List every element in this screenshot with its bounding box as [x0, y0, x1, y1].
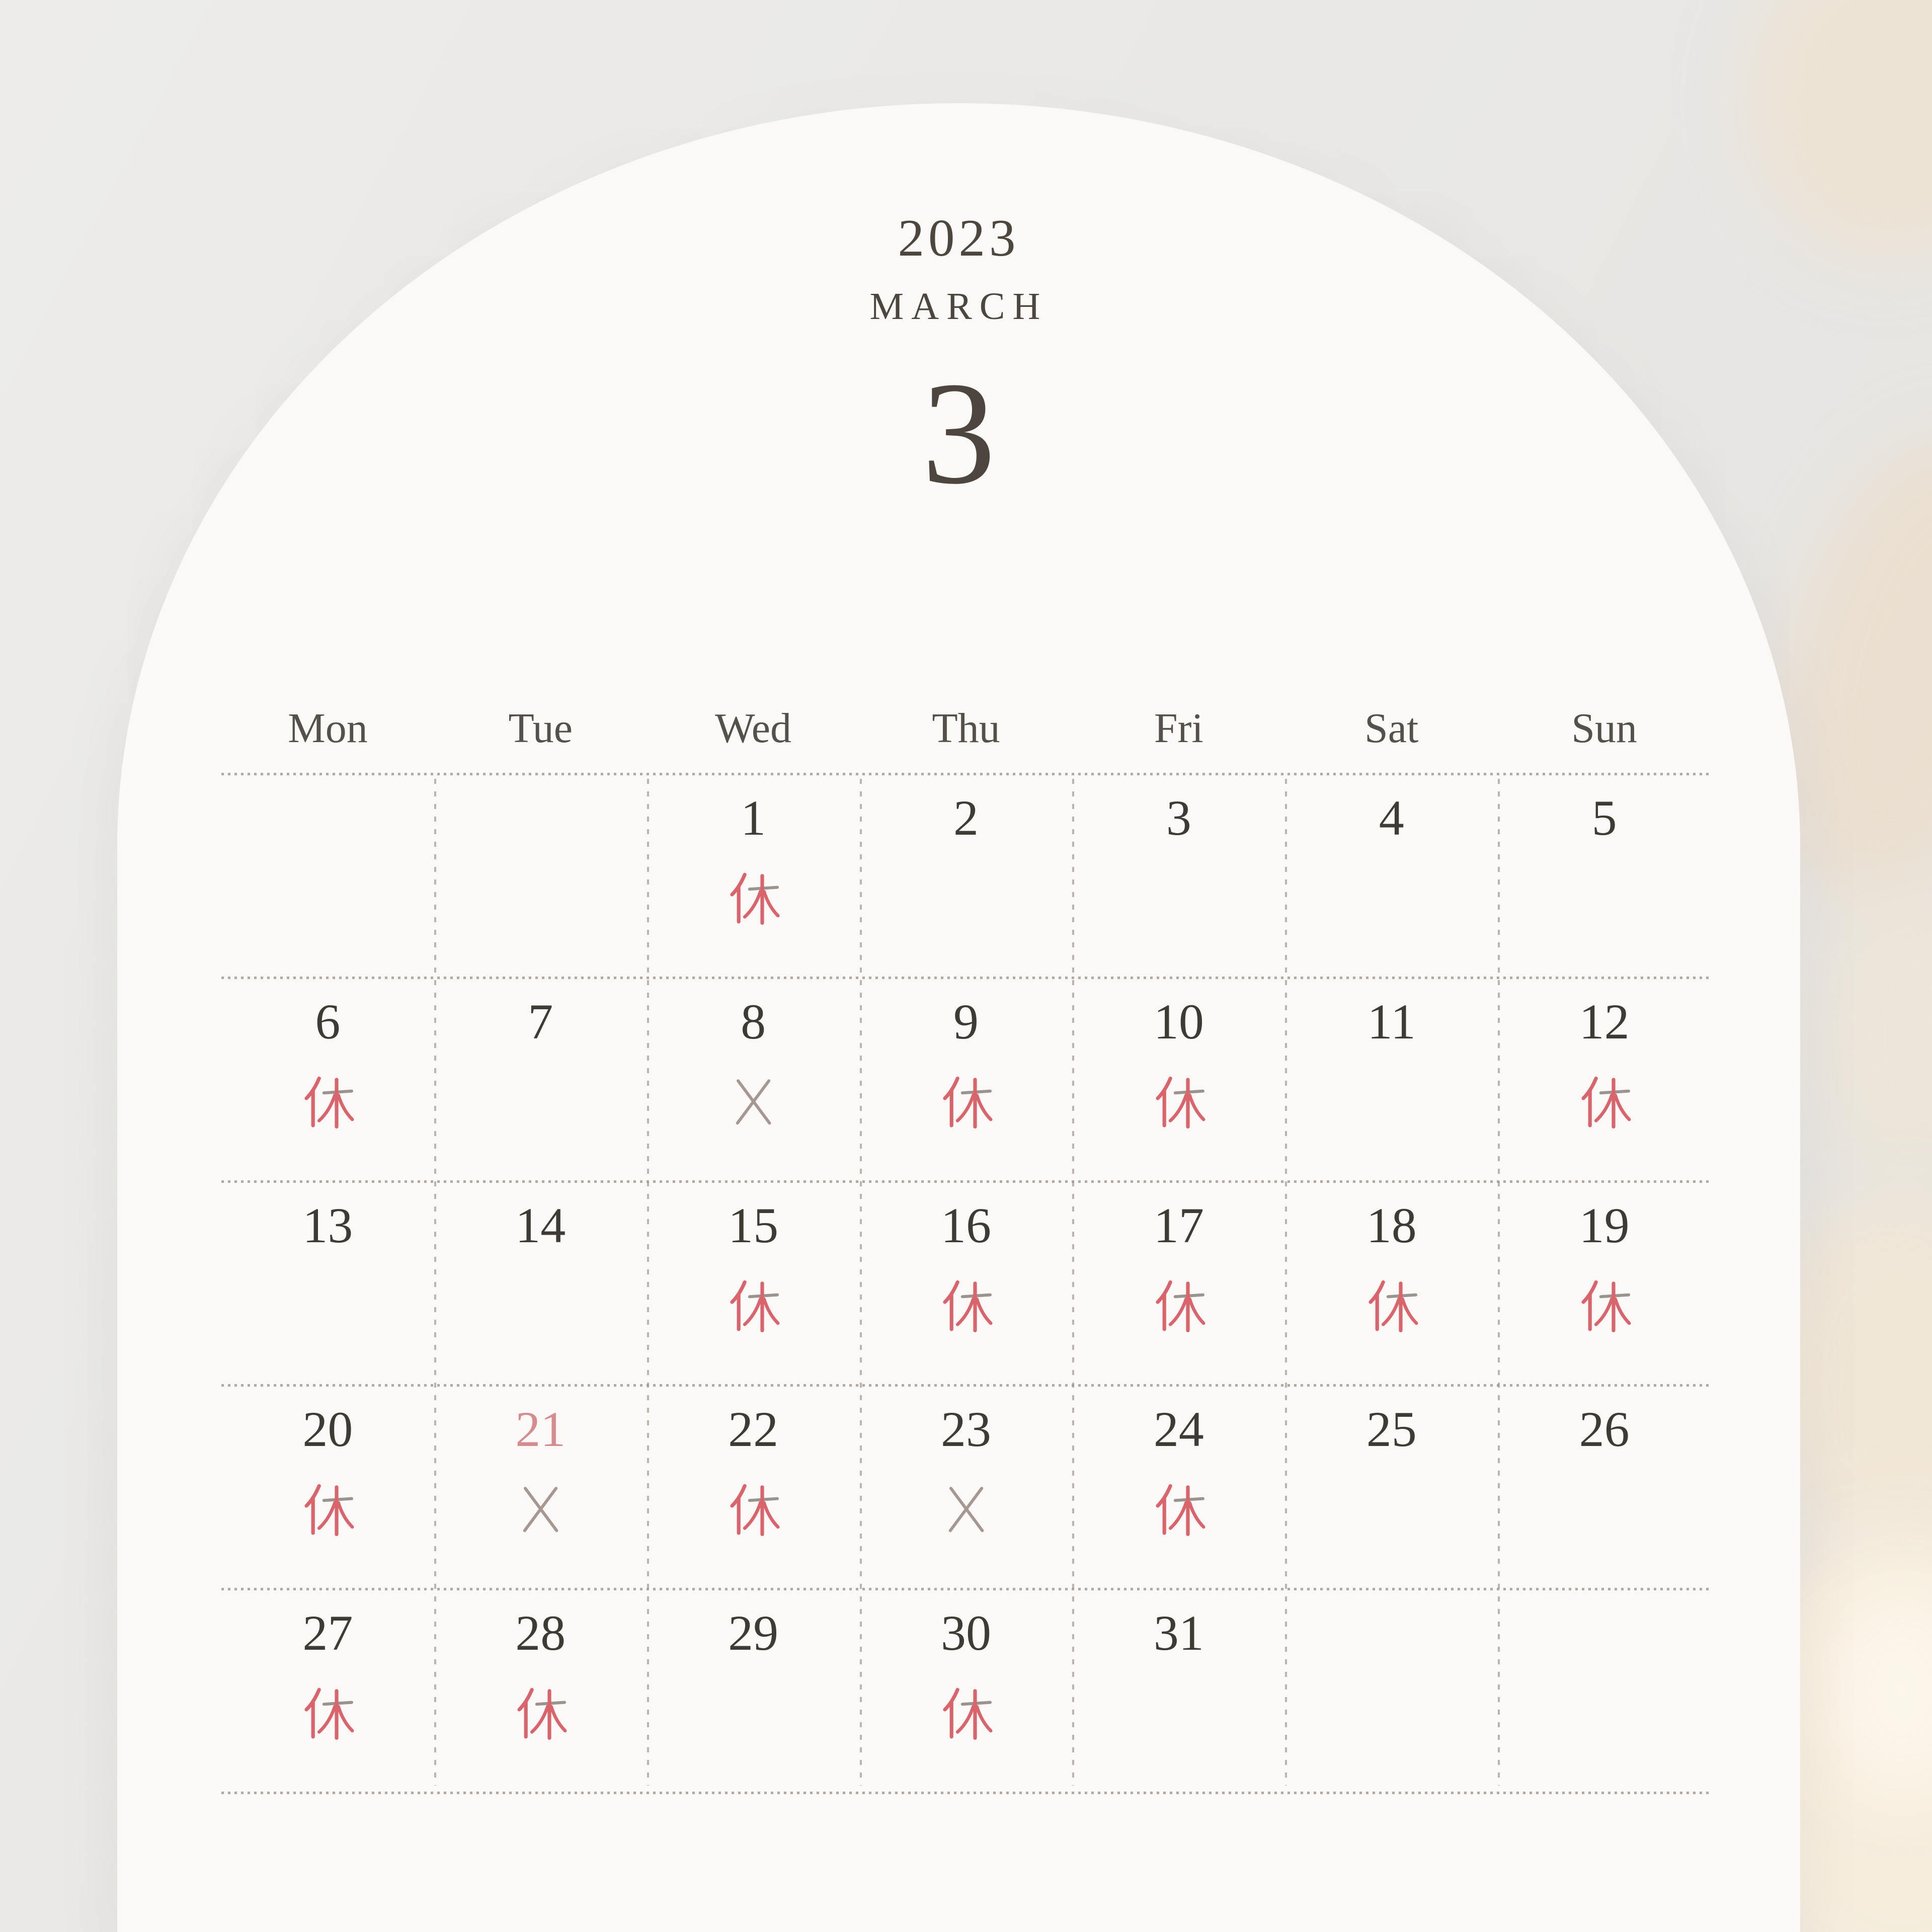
day-number: 26 — [1579, 1401, 1630, 1457]
closed-day-mark-icon — [1149, 1479, 1209, 1539]
closed-day-mark-icon — [723, 1479, 783, 1539]
day-number: 23 — [940, 1401, 991, 1457]
day-number: 15 — [728, 1197, 779, 1253]
day-cell-19 — [1498, 1180, 1711, 1384]
closed-day-mark-icon — [936, 1682, 996, 1743]
day-cell-8 — [647, 977, 860, 1180]
day-cell-30 — [860, 1588, 1073, 1792]
day-cell-23 — [860, 1384, 1073, 1588]
closed-day-mark-icon — [723, 867, 783, 928]
weekday-label-wed: Wed — [715, 705, 792, 752]
day-number: 24 — [1153, 1401, 1204, 1457]
weekday-label-fri: Fri — [1154, 705, 1203, 752]
day-number: 6 — [315, 994, 341, 1050]
day-number: 21 — [515, 1401, 566, 1457]
closed-day-mark-icon — [1574, 1275, 1635, 1335]
closed-day-mark-icon — [510, 1682, 571, 1743]
day-number: 29 — [728, 1605, 779, 1661]
calendar-month-name: MARCH — [869, 285, 1048, 328]
day-number: 7 — [528, 994, 553, 1050]
day-cell-empty — [1498, 1588, 1711, 1792]
day-cell-1 — [647, 773, 860, 977]
day-number: 5 — [1591, 790, 1617, 846]
day-number: 28 — [515, 1605, 566, 1661]
cross-mark-icon — [510, 1479, 571, 1539]
day-number: 22 — [728, 1401, 779, 1457]
day-cell-21 — [434, 1384, 647, 1588]
day-number: 4 — [1379, 790, 1404, 846]
closed-day-mark-icon — [297, 1071, 358, 1132]
closed-day-mark-icon — [1574, 1071, 1635, 1132]
day-cell-25 — [1285, 1384, 1498, 1588]
weekday-label-sat: Sat — [1364, 705, 1419, 752]
day-cell-20 — [221, 1384, 434, 1588]
day-number: 9 — [953, 994, 979, 1050]
day-number: 11 — [1367, 994, 1416, 1050]
day-number: 1 — [741, 790, 766, 846]
closed-day-mark-icon — [1149, 1275, 1209, 1335]
weekday-label-thu: Thu — [932, 705, 1000, 752]
day-number: 30 — [940, 1605, 991, 1661]
day-cell-6 — [221, 977, 434, 1180]
closed-day-mark-icon — [297, 1479, 358, 1539]
day-number: 16 — [940, 1197, 991, 1253]
day-cell-18 — [1285, 1180, 1498, 1384]
day-cell-31 — [1072, 1588, 1285, 1792]
day-number: 8 — [741, 994, 766, 1050]
day-cell-28 — [434, 1588, 647, 1792]
day-cell-2 — [860, 773, 1073, 977]
day-cell-16 — [860, 1180, 1073, 1384]
calendar-grid — [221, 773, 1711, 1792]
weekday-label-sun: Sun — [1571, 705, 1637, 752]
weekday-label-mon: Mon — [288, 705, 368, 752]
closed-day-mark-icon — [297, 1682, 358, 1743]
day-cell-7 — [434, 977, 647, 1180]
grid-line-horizontal — [221, 1792, 1711, 1794]
day-number: 17 — [1153, 1197, 1204, 1253]
day-cell-27 — [221, 1588, 434, 1792]
closed-day-mark-icon — [1361, 1275, 1422, 1335]
day-cell-empty — [221, 773, 434, 977]
closed-day-mark-icon — [936, 1275, 996, 1335]
day-cell-3 — [1072, 773, 1285, 977]
day-cell-11 — [1285, 977, 1498, 1180]
day-number: 13 — [302, 1197, 353, 1253]
closed-day-mark-icon — [936, 1071, 996, 1132]
calendar-year: 2023 — [898, 208, 1020, 267]
day-cell-12 — [1498, 977, 1711, 1180]
closed-day-mark-icon — [723, 1275, 783, 1335]
day-cell-empty — [1285, 1588, 1498, 1792]
calendar-month-number: 3 — [922, 352, 996, 515]
day-cell-15 — [647, 1180, 860, 1384]
day-cell-13 — [221, 1180, 434, 1384]
day-cell-5 — [1498, 773, 1711, 977]
day-number: 19 — [1579, 1197, 1630, 1253]
day-cell-22 — [647, 1384, 860, 1588]
day-number: 14 — [515, 1197, 566, 1253]
day-number: 3 — [1166, 790, 1191, 846]
flower-decoration — [1811, 880, 1932, 1192]
cross-mark-icon — [936, 1479, 996, 1539]
day-cell-9 — [860, 977, 1073, 1180]
day-cell-14 — [434, 1180, 647, 1384]
closed-day-mark-icon — [1149, 1071, 1209, 1132]
weekday-header-row — [221, 704, 1711, 752]
day-cell-4 — [1285, 773, 1498, 977]
day-cell-17 — [1072, 1180, 1285, 1384]
day-number: 20 — [302, 1401, 353, 1457]
day-cell-10 — [1072, 977, 1285, 1180]
day-cell-29 — [647, 1588, 860, 1792]
cross-mark-icon — [723, 1071, 783, 1132]
weekday-label-tue: Tue — [508, 705, 573, 752]
day-cell-24 — [1072, 1384, 1285, 1588]
day-cell-empty — [434, 773, 647, 977]
day-number: 27 — [302, 1605, 353, 1661]
day-number: 12 — [1579, 994, 1630, 1050]
day-number: 2 — [953, 790, 979, 846]
day-cell-26 — [1498, 1384, 1711, 1588]
day-number: 25 — [1366, 1401, 1417, 1457]
day-number: 31 — [1153, 1605, 1204, 1661]
day-number: 18 — [1366, 1197, 1417, 1253]
day-number: 10 — [1153, 994, 1204, 1050]
